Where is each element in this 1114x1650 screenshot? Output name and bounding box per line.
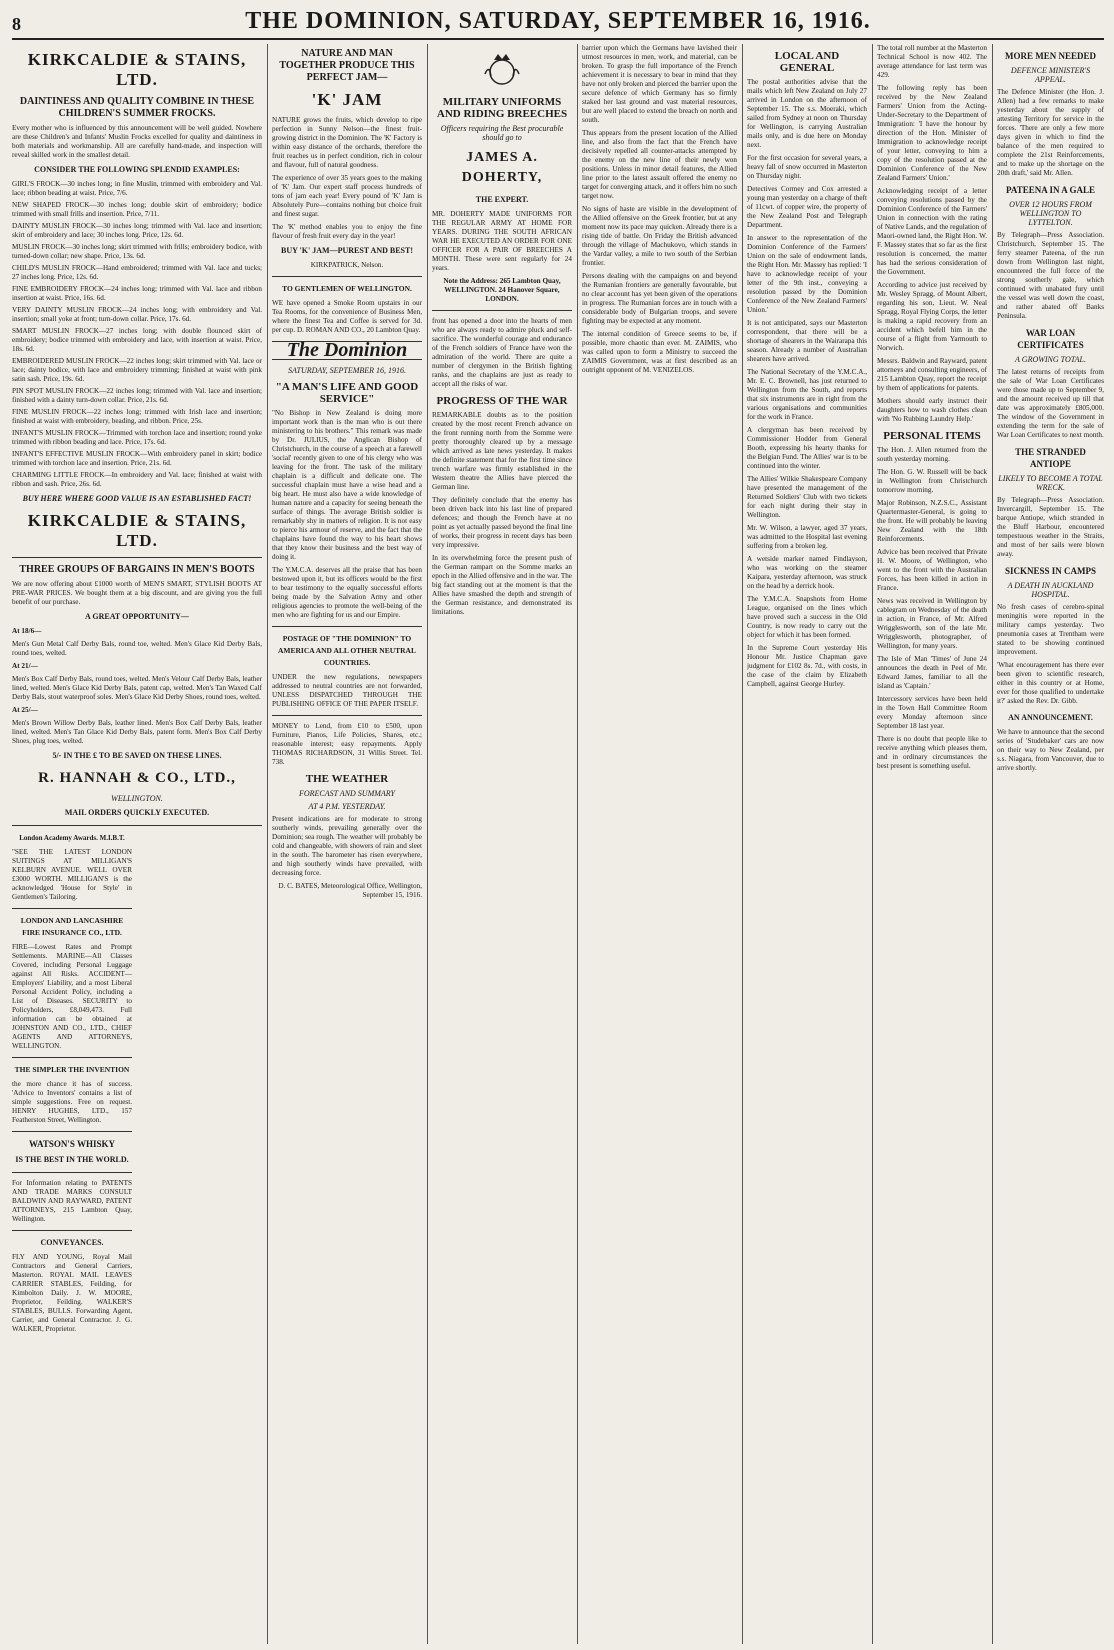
war-paragraph: barrier upon which the Germans have lavished their utmost resources in men, work, and material, can be broken. To grasp the full importance of the French achievement it is necessary to bear in mind that they have not only broken and pierced the barrier upon the secure defence of which Germany has so firmly staked her last ground and vast material resources, but are well placed to extend the breach on north and south.	[582, 44, 737, 124]
postage-body: UNDER the new regulations, newspapers addressed to neutral countries are not forwarded, UNLESS DISPATCHED THROUGH THE PUBLISHING OFFICE OF THE PAPER ITSELF.	[272, 673, 422, 708]
news-item: Mothers should early instruct their daughters how to wash clothes clean with 'No Rubbing Laundry Help.'	[877, 397, 987, 423]
weather-subtitle: FORECAST AND SUMMARY	[298, 789, 395, 798]
list-item: GIRL'S FROCK—30 inches long; in fine Muslin, trimmed with embroidery and Val. lace; ribbon beading at waist. Price, 7/6.	[12, 180, 262, 197]
ad-boots-opportunity: A GREAT OPPORTUNITY—	[85, 612, 189, 621]
section-subtitle: A DEATH IN AUCKLAND HOSPITAL.	[1007, 581, 1094, 599]
paper-nameplate: The Dominion	[272, 341, 422, 360]
ad-kirkcaldie-title-repeat: KIRKCALDIE & STAINS, LTD.	[27, 511, 247, 550]
list-item: PIN SPOT MUSLIN FROCK—22 inches long; trimmed with Val. lace and insertion; finished with a dainty turn-down collar. Price, 21s. 6d.	[12, 387, 262, 404]
ad-kirkcaldie-examples: CONSIDER THE FOLLOWING SPLENDID EXAMPLES:	[34, 165, 240, 174]
list-item: NEW SHAPED FROCK—30 inches long; double skirt of embroidery; bodice trimmed with small frills and insertion. Price, 7/11.	[12, 201, 262, 218]
ad-jam-p2: The experience of over 35 years goes to the making of 'K' Jam. Our expert staff process hundreds of tons of jam each year! Every pound of 'K' Jam is Absolutely Pure—contains nothing but choice fruit and finest sugar.	[272, 174, 422, 218]
list-item: EMBROIDERED MUSLIN FROCK—22 inches long; skirt trimmed with Val. lace or lace; dainty bodice, with lace and embroidery trimming; finished at waist with pink satin sash. Price, 19s. 6d.	[12, 357, 262, 383]
local-general-title: LOCAL AND GENERAL	[774, 50, 840, 74]
editorial-paragraph: The Y.M.C.A. deserves all the praise that has been bestowed upon it, but its officers would be the first to bear testimony to the equally successful efforts being made by the Salvation Army and other religious agencies to promote the well-being of the men who are fighting for us and our Empire.	[272, 566, 422, 619]
news-item: By Telegraph—Press Association. Christchurch, September 15. The ferry steamer Pateena, of the run down from Wellington last night, encountered the full force of the strong southerly gale, which continued with unabated fury until the vessel was well down the coast, and rather abated off Banks Peninsula.	[997, 231, 1104, 320]
news-item: Detectives Cormey and Cox arrested a young man yesterday on a charge of theft of 11cwt. of copper wire, the property of the New Zealand Post and Telegraph Department.	[747, 185, 867, 229]
news-item: A wetside marker named Findlayson, who was working on the steamer Kaipara, yesterday afternoon, was struck on the head by a derrick hook.	[747, 555, 867, 590]
column-5	[747, 44, 867, 1644]
news-item: Acknowledging receipt of a letter conveying resolutions passed by the Dominion Conference of the Farmers' Union in connection with the rating of Native Lands, and the regulation of Maori-owned land, the Right Hon. W. F. Massey states that so far as the first resolution is concerned, the matter has had the serious consideration of the Government.	[877, 187, 987, 276]
war-paragraph: The internal condition of Greece seems to be, if possible, more chaotic than ever. M. ZAIMIS, who was called upon to form a Ministry to succeed the ZAIMIS Government, was at first described as an outright opponent of M. VENIZELOS.	[582, 330, 737, 374]
ad-conveyances-body: FLY AND YOUNG, Royal Mail Contractors and General Carriers, Masterton. ROYAL MAIL LEAVES CARRIER STABLES, Feilding, for Kimbolton Daily. J. W. MOORE, Proprietor, Feilding. WALKER'S STABLES, BULLS. Forwarding Agent, Carrier, and General Contractor. J. G. WALKER, Proprietor.	[12, 1253, 132, 1333]
ad-kirkcaldie-intro: Every mother who is influenced by this announcement will be well guided. Nowhere are these Children's and Infants' Muslin Frocks excelled for quality and daintiness in both materials and workmanship. All are carefully hand-made, and inspection will reveal skilled work in the smallest detail.	[12, 124, 262, 159]
divider	[12, 557, 262, 558]
masthead	[12, 6, 1104, 40]
ad-milligan-awards: London Academy Awards. M.I.B.T.	[19, 834, 125, 842]
notice-gentlemen-heading: TO GENTLEMEN OF WELLINGTON.	[282, 284, 412, 293]
list-item: INFANT'S MUSLIN FROCK—Trimmed with torchon lace and insertion; round yoke trimmed with ribbon beading and lace. Price, 17s. 6d.	[12, 429, 262, 446]
personal-item: The Isle of Man 'Times' of June 24 announces the death in Peel of Mr. Edward James, familiar to all the island as 'Captain.'	[877, 655, 987, 690]
section-title: MORE MEN NEEDED	[1004, 51, 1096, 61]
news-item: The latest returns of receipts from the sale of War Loan Certificates were those made up to September 9, and the amount received up till that date was approximately £805,000. The window of the Government in extending the term for the sale of War Loan Certificates to next month.	[997, 368, 1104, 439]
page-number: 8	[12, 14, 21, 34]
ad-boots-group1: Men's Gun Metal Calf Derby Bals, round toe, welted. Men's Glace Kid Derby Bals, round toes, welted.	[12, 640, 262, 657]
divider	[272, 715, 422, 716]
section-subtitle: OVER 12 HOURS FROM WELLINGTON TO LYTTELTON.	[1009, 200, 1092, 227]
war-paragraph: They definitely conclude that the enemy has been driven back into his last line of prepared defences; and though the French have at no point as yet actually passed beyond the final line of works, their progress in recent days has been very impressive.	[432, 496, 572, 549]
news-item: The postal authorities advise that the mails which left New Zealand on July 27 arrived in London on the afternoon of September 15. The s.s. Moeraki, which sailed from Sydney at noon on Thursday for Wellington, is carrying Australian mails only, and is due here on Monday next.	[747, 78, 867, 149]
list-item: VERY DAINTY MUSLIN FROCK—24 inches long; with embroidery and Val. insertion; small yoke at front; turn-down collar. Price, 17s. 6d.	[12, 306, 262, 323]
news-item: A clergyman has been received by Commissioner Hodder from General Booth, expressing his hearty thanks for the Belgian Fund. The Allies' war is to be continued into the winter.	[747, 426, 867, 470]
ad-jam-maker: KIRKPATRICK, Nelson.	[310, 261, 384, 269]
war-paragraph: Thus appears from the present location of the Allied line, and also from the fact that the French have decisively repelled all counter-attacks attempted by the enemy on the new line of their newly won positions. Unless in minor detail features, the Allied line prior to the latest assault offered the enemy no target for converging attack, and it offers him no such target now.	[582, 129, 737, 200]
war-paragraph: No signs of haste are visible in the development of the Allied offensive on the Greek frontier, but at any moment now its pace may quicken. Already there is a rising tide of battle. On Friday the British advanced through the village of Machukovo, which stands in the Vardar valley, a mile to two south of the Serbian frontier.	[582, 205, 737, 267]
ad-jam-headline: NATURE AND MAN TOGETHER PRODUCE THIS PERFECT JAM—	[279, 48, 415, 83]
editorial-title: "A MAN'S LIFE AND GOOD SERVICE"	[275, 381, 419, 405]
section-title: SICKNESS IN CAMPS	[1004, 566, 1097, 576]
weather-time: AT 4 P.M. YESTERDAY.	[308, 802, 386, 811]
section-title: THE STRANDED ANTIOPE	[1015, 447, 1086, 469]
column-rule	[992, 44, 993, 1644]
ad-boots-group2: Men's Box Calf Derby Bals, round toes, welted. Men's Velour Calf Derby Bals, leather lined, welted. Men's Glace Kid Derby Bals, patent cap, welted. Men's Tan Waxed Calf Derby Bals, stout waterproof soles. Men's Glace Kid Derby Shoes, round toes, welted.	[12, 675, 262, 701]
war-paragraph: In its overwhelming force the present push of the German rampart on the Somme marks an epoch in the Allied offensive and in the war. The big fact standing out at the moment is that the Allies have smashed the depth and strength of the German resistance, and demonstrated its limitations.	[432, 554, 572, 616]
editorial-paragraph: "No Bishop in New Zealand is doing more important work than is the man who is out there ministering to his brothers." This remark was made by Dr. JULIUS, the Anglican Bishop of Christchurch, in the course of a speech at a farewell 'social' recently given to one of his clergy who was leaving for the front. The task of the military chaplain is a difficult and delicate one. The successful chaplain must have a wise head and a big heart. He must also have a wide knowledge of human nature and a capacity for seeing beneath the surface of things. The average British soldier is remarkably shy in matters of religion. It is not easy to pierce his armour of reserve, and the fact that the chaplains have found the way to his heart shows that they know their business and the best way of doing it.	[272, 409, 422, 561]
ad-insurance-title: LONDON AND LANCASHIRE FIRE INSURANCE CO., LTD.	[20, 916, 124, 937]
news-item: It is not anticipated, says our Masterton correspondent, that there will be a shortage of shearers in the Wairarapa this season. Already a number of Australian shearers have arrived.	[747, 319, 867, 363]
divider	[432, 310, 572, 311]
ad-hannah-firm: R. HANNAH & CO., LTD.,	[38, 770, 236, 786]
news-item: The Y.M.C.A. Snapshots from Home League, organised on the lines which have proved such a success in the Old Country, is now ready to carry out the object for which it has been formed.	[747, 595, 867, 639]
divider	[12, 825, 262, 826]
column-rule	[427, 44, 428, 1644]
divider	[12, 908, 132, 909]
list-item: CHILD'S MUSLIN FROCK—Hand embroidered; trimmed with Val. lace and tucks; 27 inches long. Price, 12s. 6d.	[12, 264, 262, 281]
royal-crest-icon	[479, 50, 525, 90]
ad-whisky-title: WATSON'S WHISKY	[29, 1139, 115, 1149]
section-title: AN ANNOUNCEMENT.	[1008, 713, 1093, 722]
ad-stack-left	[12, 832, 132, 1338]
section-title: WAR LOAN CERTIFICATES	[1017, 328, 1084, 350]
list-item: CHARMING LITTLE FROCK—In embroidery and Val. lace; finished at waist with ribbon and sash. Price, 26s. 6d.	[12, 471, 262, 488]
news-item: The Allies' Wilkie Shakespeare Company have presented the management of the Returned Soldiers' Club with two tickets for each night during their stay in Wellington.	[747, 475, 867, 519]
ad-invention-body: the more chance it has of success. 'Advice to Inventors' contains a list of simple suggestions. Free on request. HENRY HUGHES, LTD., 157 Featherston Street, Wellington.	[12, 1080, 132, 1124]
newspaper-headline: THE DOMINION, SATURDAY, SEPTEMBER 16, 1916.	[245, 8, 871, 34]
ad-jam-brand: 'K' JAM	[311, 90, 383, 109]
section-subtitle: A GROWING TOTAL.	[1015, 355, 1086, 364]
list-item: MUSLIN FROCK—30 inches long; skirt trimmed with frills; embroidery bodice, with turned-down collar; new shape. Price, 13s. 6d.	[12, 243, 262, 260]
list-item: INFANT'S EFFECTIVE MUSLIN FROCK—With embroidery panel in skirt; bodice trimmed with torchon lace and insertion. Price, 21s. 6d.	[12, 450, 262, 467]
list-item: SMART MUSLIN FROCK—27 inches long; with double flounced skirt of embroidery; bodice trimmed with embroidery and lace, with insertion at waist. Price, 18s. 6d.	[12, 327, 262, 353]
ad-patents-body: For Information relating to PATENTS AND TRADE MARKS CONSULT BALDWIN AND RAYWARD, PATENT ATTORNEYS, 215 Lambton Quay, Wellington.	[12, 1179, 132, 1223]
list-item: DAINTY MUSLIN FROCK—30 inches long; trimmed with Val. lace and insertion; skirt of embroidery and lace; 30 inches long. Price, 12s. 6d.	[12, 222, 262, 239]
ad-whisky-body: IS THE BEST IN THE WORLD.	[15, 1155, 129, 1164]
war-paragraph: Persons dealing with the campaigns on and beyond the Rumanian frontiers are generally favourable, but no clear account has yet been given of the operations in progress. The Rumanian forces are in touch with a considerable body of Bulgarian troops, and severe fighting may be expected at any moment.	[582, 272, 737, 325]
news-item: The total roll number at the Masterton Technical School is now 402. The average attendance for last term was 429.	[877, 44, 987, 79]
news-item: Mr. W. Wilson, a lawyer, aged 37 years, was admitted to the Hospital last evening suffering from a broken leg.	[747, 524, 867, 550]
ad-milligan-body: "SEE THE LATEST LONDON SUITINGS AT MILLIGAN'S KELBURN AVENUE. WELL OVER £3000 WORTH. MILLIGAN'S is the acknowledged 'House for Style' in Gentlemen's Tailoring.	[12, 848, 132, 901]
news-item: Messrs. Baldwin and Rayward, patent attorneys and consulting engineers, of 215 Lambton Quay, report the receipt by them of applications for patents.	[877, 357, 987, 392]
ad-boots-group2-label: At 21/—	[12, 662, 38, 670]
war-progress-title: PROGRESS OF THE WAR	[436, 395, 568, 407]
news-item: The Defence Minister (the Hon. J. Allen) had a few remarks to make yesterday about the supply of attesting Territory for service in the forces. 'There are only a few more days given in which to find the balance of the men required to complete the 21st Reinforcements, and to make up the shortage on the 20th draft,' said Mr. Allen.	[997, 88, 1104, 177]
section-title: PATEENA IN A GALE	[1006, 185, 1095, 195]
ad-stack-right-overflow	[138, 832, 262, 1338]
personal-item: Major Robinson, N.Z.S.C., Assistant Quartermaster-General, is going to the front. He will probably be leaving New Zealand with the 18th Reinforcements.	[877, 499, 987, 543]
divider	[272, 276, 422, 277]
personal-item: The Hon. G. W. Russell will be back in Wellington from Christchurch tomorrow morning.	[877, 468, 987, 494]
ad-invention-title: THE SIMPLER THE INVENTION	[14, 1065, 130, 1074]
ad-conveyances-title: CONVEYANCES.	[40, 1238, 104, 1247]
column-advertisements-left	[12, 44, 262, 1644]
personal-items-title: PERSONAL ITEMS	[883, 430, 981, 442]
personal-item: Advice has been received that Private H. W. Moore, of Wellington, who went to the front with the Australian Forces, has been killed in action in France.	[877, 548, 987, 592]
news-item: No fresh cases of cerebro-spinal meningitis were reported in the military camps yesterday. Two pneumonia cases at Trentham were stated to be showing continued improvement.	[997, 603, 1104, 656]
divider	[272, 626, 422, 627]
ad-uniforms-body: MR. DOHERTY MADE UNIFORMS FOR THE REGULAR ARMY AT HOME FOR YEARS. DURING THE SOUTH AFRICAN WAR HE EXECUTED AN ORDER FOR ONE OFFICER FOR A PAIR OF BREECHES A MONTH. These were sent regularly for 24 years.	[432, 210, 572, 272]
personal-item: There is no doubt that people like to receive anything which pleases them, and in ordinary circumstances the best present is something useful.	[877, 735, 987, 770]
column-4	[582, 44, 737, 1644]
ad-uniforms-headline: MILITARY UNIFORMS AND RIDING BREECHES	[436, 96, 568, 120]
ad-kirkcaldie-title: KIRKCALDIE & STAINS, LTD.	[27, 50, 247, 89]
news-item: The following reply has been received by the New Zealand Farmers' Union from the Acting-Under-Secretary to the Department of Immigration: 'I have the honour by direction of the Hon. Minister of Immigration to acknowledge receipt of your letter, conveying to him a copy of the resolution passed at the Dominion Conference of the New Zealand Farmers' Union.'	[877, 84, 987, 182]
list-item: FINE EMBROIDERY FROCK—24 inches long; trimmed with Val. lace and ribbon insertion at waist. Price, 16s. 6d.	[12, 285, 262, 302]
ad-boots-headline: THREE GROUPS OF BARGAINS IN MEN'S BOOTS	[19, 564, 255, 575]
editorial-continued: front has opened a door into the hearts of men who are always ready to admire pluck and self-sacrifice. The wonderful courage and endurance of the French soldiers of France have won the admiration of the world. There are quite a number of clergymen in the British fighting ranks, and the chaplains are just as ready to accept all the risks of war.	[432, 317, 572, 388]
news-item: According to advice just received by Mr. Wesley Spragg, of Mount Albert, regarding his son, Lieut. W. Neal Spragg, Royal Flying Corps, the letter is making a rapid recovery from an accident which befell him in the course of a flight from Yarmouth to Norwich.	[877, 281, 987, 352]
weather-signature: D. C. BATES, Meteorological Office, Wellington, September 15, 1916.	[278, 882, 422, 899]
section-subtitle: DEFENCE MINISTER'S APPEAL.	[1010, 66, 1091, 84]
ad-boots-intro: We are now offering about £1000 worth of MEN'S SMART, STYLISH BOOTS AT PRE-WAR PRICES. We bought them at a big discount, and are giving you the full benefit of our purchase.	[12, 580, 262, 606]
divider	[12, 1057, 132, 1058]
divider	[12, 1230, 132, 1231]
ad-uniforms-firm: JAMES A. DOHERTY,	[461, 150, 543, 185]
news-item: We have to announce that the second series of 'Studebaker' cars are now on their way to New Zealand, per s.s. Niagara, from Vancouver, due to arrive shortly.	[997, 728, 1104, 772]
column-6	[877, 44, 987, 1644]
news-item: In the Supreme Court yesterday His Honour Mr. Justice Chapman gave judgment for £102 8s. 7d., with costs, in the case of the claim by Elizabeth Campbell, against George Hurley.	[747, 644, 867, 688]
list-item: FINE MUSLIN FROCK—22 inches long; trimmed with Irish lace and insertion; finished at waist with embroidery, beading, and ribbon. Price, 25s.	[12, 408, 262, 425]
ad-uniforms-sub: Officers requiring the Best procurable should go to	[440, 124, 564, 142]
ad-money: MONEY to Lend, from £10 to £500, upon Furniture, Pianos, Life Policies, Shares, etc.; reasonable interest; easy repayments. Apply THOMAS RICHARDSON, 31 Willis Street. Tel. 738.	[272, 722, 422, 766]
ad-boots-save: 5/- IN THE £ TO BE SAVED ON THESE LINES.	[52, 751, 222, 760]
ad-kirkcaldie-headline: DAINTINESS AND QUALITY COMBINE IN THESE CHILDREN'S SUMMER FROCKS.	[19, 96, 255, 119]
ad-hannah-city: WELLINGTON.	[111, 794, 163, 803]
news-item: 'What encouragement has there ever been given to scientific research, either in this country or at Home, ever for those qualified to undertake it?' asked the Rev. Dr. Gibb.	[997, 661, 1104, 705]
column-3	[432, 44, 572, 1644]
postage-heading: POSTAGE OF "THE DOMINION" TO AMERICA AND ALL OTHER NEUTRAL COUNTRIES.	[278, 634, 416, 667]
personal-item: The Hon. J. Allen returned from the south yesterday morning.	[877, 446, 987, 463]
ad-jam-buy: BUY 'K' JAM—PUREST AND BEST!	[280, 246, 414, 255]
column-7	[997, 44, 1104, 1644]
ad-kirkcaldie-items	[12, 180, 262, 489]
news-item: The National Secretary of the Y.M.C.A., Mr. E. C. Brownell, has just returned to Wellington from the South, and reports that six instruments are in right from the various organisations and communities for the work in France.	[747, 368, 867, 421]
notice-gentlemen-body: WE have opened a Smoke Room upstairs in our Tea Rooms, for the convenience of Business Men, where the finest Tea and Coffee is served for 3d. per cup. D. ROMAN AND CO., 20 Lambton Quay.	[272, 299, 422, 334]
column-2	[272, 44, 422, 1644]
ad-boots-group3: Men's Brown Willow Derby Bals, leather lined. Men's Box Calf Derby Bals, leather lined, welted. Men's Tan Glace Kid Derby Bals, patent form. Men's Box Calf Derby Shoes, plug toes, welted.	[12, 719, 262, 745]
news-item: For the first occasion for several years, a heavy fall of snow occurred in Masterton on Thursday night.	[747, 154, 867, 180]
column-rule	[267, 44, 268, 1644]
ad-insurance-body: FIRE—Lowest Rates and Prompt Settlements. MARINE—All Classes Covered, including Personal Luggage against All Risks. ACCIDENT—Employers' Liability, and a most Liberal Personal Accident Policy, including a List of Diseases. SECURITY to Policyholders, £8,049,473. Full information can be obtained at JOHNSTON AND CO., LTD., CHIEF AGENTS AND ATTORNEYS, WELLINGTON.	[12, 943, 132, 1050]
ad-hannah-mail: MAIL ORDERS QUICKLY EXECUTED.	[64, 808, 210, 817]
ad-boots-group3-label: At 25/—	[12, 706, 38, 714]
weather-body: Present indications are for moderate to strong southerly winds, prevailing generally over the Dominion; sea rough. The weather will probably be cold and changeable, with showers of rain and sleet in the south. The barometer has risen everywhere, and high southerly winds have prevailed, with decreasing force.	[272, 815, 422, 877]
paper-date: SATURDAY, SEPTEMBER 16, 1916.	[287, 366, 407, 375]
column-rule	[872, 44, 873, 1644]
divider	[12, 1172, 132, 1173]
column-rule	[577, 44, 578, 1644]
war-paragraph: REMARKABLE doubts as to the position created by the most recent French advance on the front running north from the Somme were pretty thoroughly cleared up by a message which arrived as late news yesterday. It makes the definite statement that for the first time since trench warfare was firmly established in the Western theatre the Allies have pierced the German line.	[432, 411, 572, 491]
ad-row-lower	[12, 832, 262, 1338]
news-item: By Telegraph—Press Association. Invercargill, September 15. The barque Antiope, which stranded in the Bluff Harbour, encountered tempestuous weather in the Straits, and most of her sails were blown away.	[997, 496, 1104, 558]
ad-jam-p1: NATURE grows the fruits, which develop to ripe perfection in Sunny Nelson—the finest fruit-growing district in the Dominion. The 'K' Factory is within easy distance of the orchards, therefore the fruit reaches us in perfect condition, rich in colour and flavour, full of natural goodness.	[272, 116, 422, 169]
divider	[12, 1131, 132, 1132]
weather-title: THE WEATHER	[305, 773, 389, 785]
ad-uniforms-address: Note the Address: 265 Lambton Quay, WELLINGTON. 24 Hanover Square, LONDON.	[443, 277, 561, 303]
personal-item: News was received in Wellington by cablegram on Wednesday of the death in action, in France, of Mr. Alfred Wrigglesworth, son of the late Mr. Wrigglesworth, photographer, of Wellington, for many years.	[877, 597, 987, 650]
ad-boots-group1-label: At 18/6—	[12, 627, 42, 635]
ad-kirkcaldie-footer: BUY HERE WHERE GOOD VALUE IS AN ESTABLISHED FACT!	[22, 494, 252, 503]
column-rule	[742, 44, 743, 1644]
ad-uniforms-role: THE EXPERT.	[475, 195, 529, 204]
ad-jam-p3: The 'K' method enables you to enjoy the fine flavour of fresh fruit every day in the year!	[272, 223, 422, 240]
personal-item: Intercessory services have been held in the Town Hall Committee Room every Monday afternoon since September 18 last year.	[877, 695, 987, 730]
section-subtitle: LIKELY TO BECOME A TOTAL WRECK.	[998, 474, 1103, 492]
news-item: In answer to the representation of the Dominion Conference of the Farmers' Union on the sale of endowment lands, the Right Hon. Mr. Massey has replied: 'I have to acknowledge receipt of your letter of the 9th inst., conveying a resolution passed by the Dominion Conference of the New Zealand Farmers' Union.'	[747, 234, 867, 314]
